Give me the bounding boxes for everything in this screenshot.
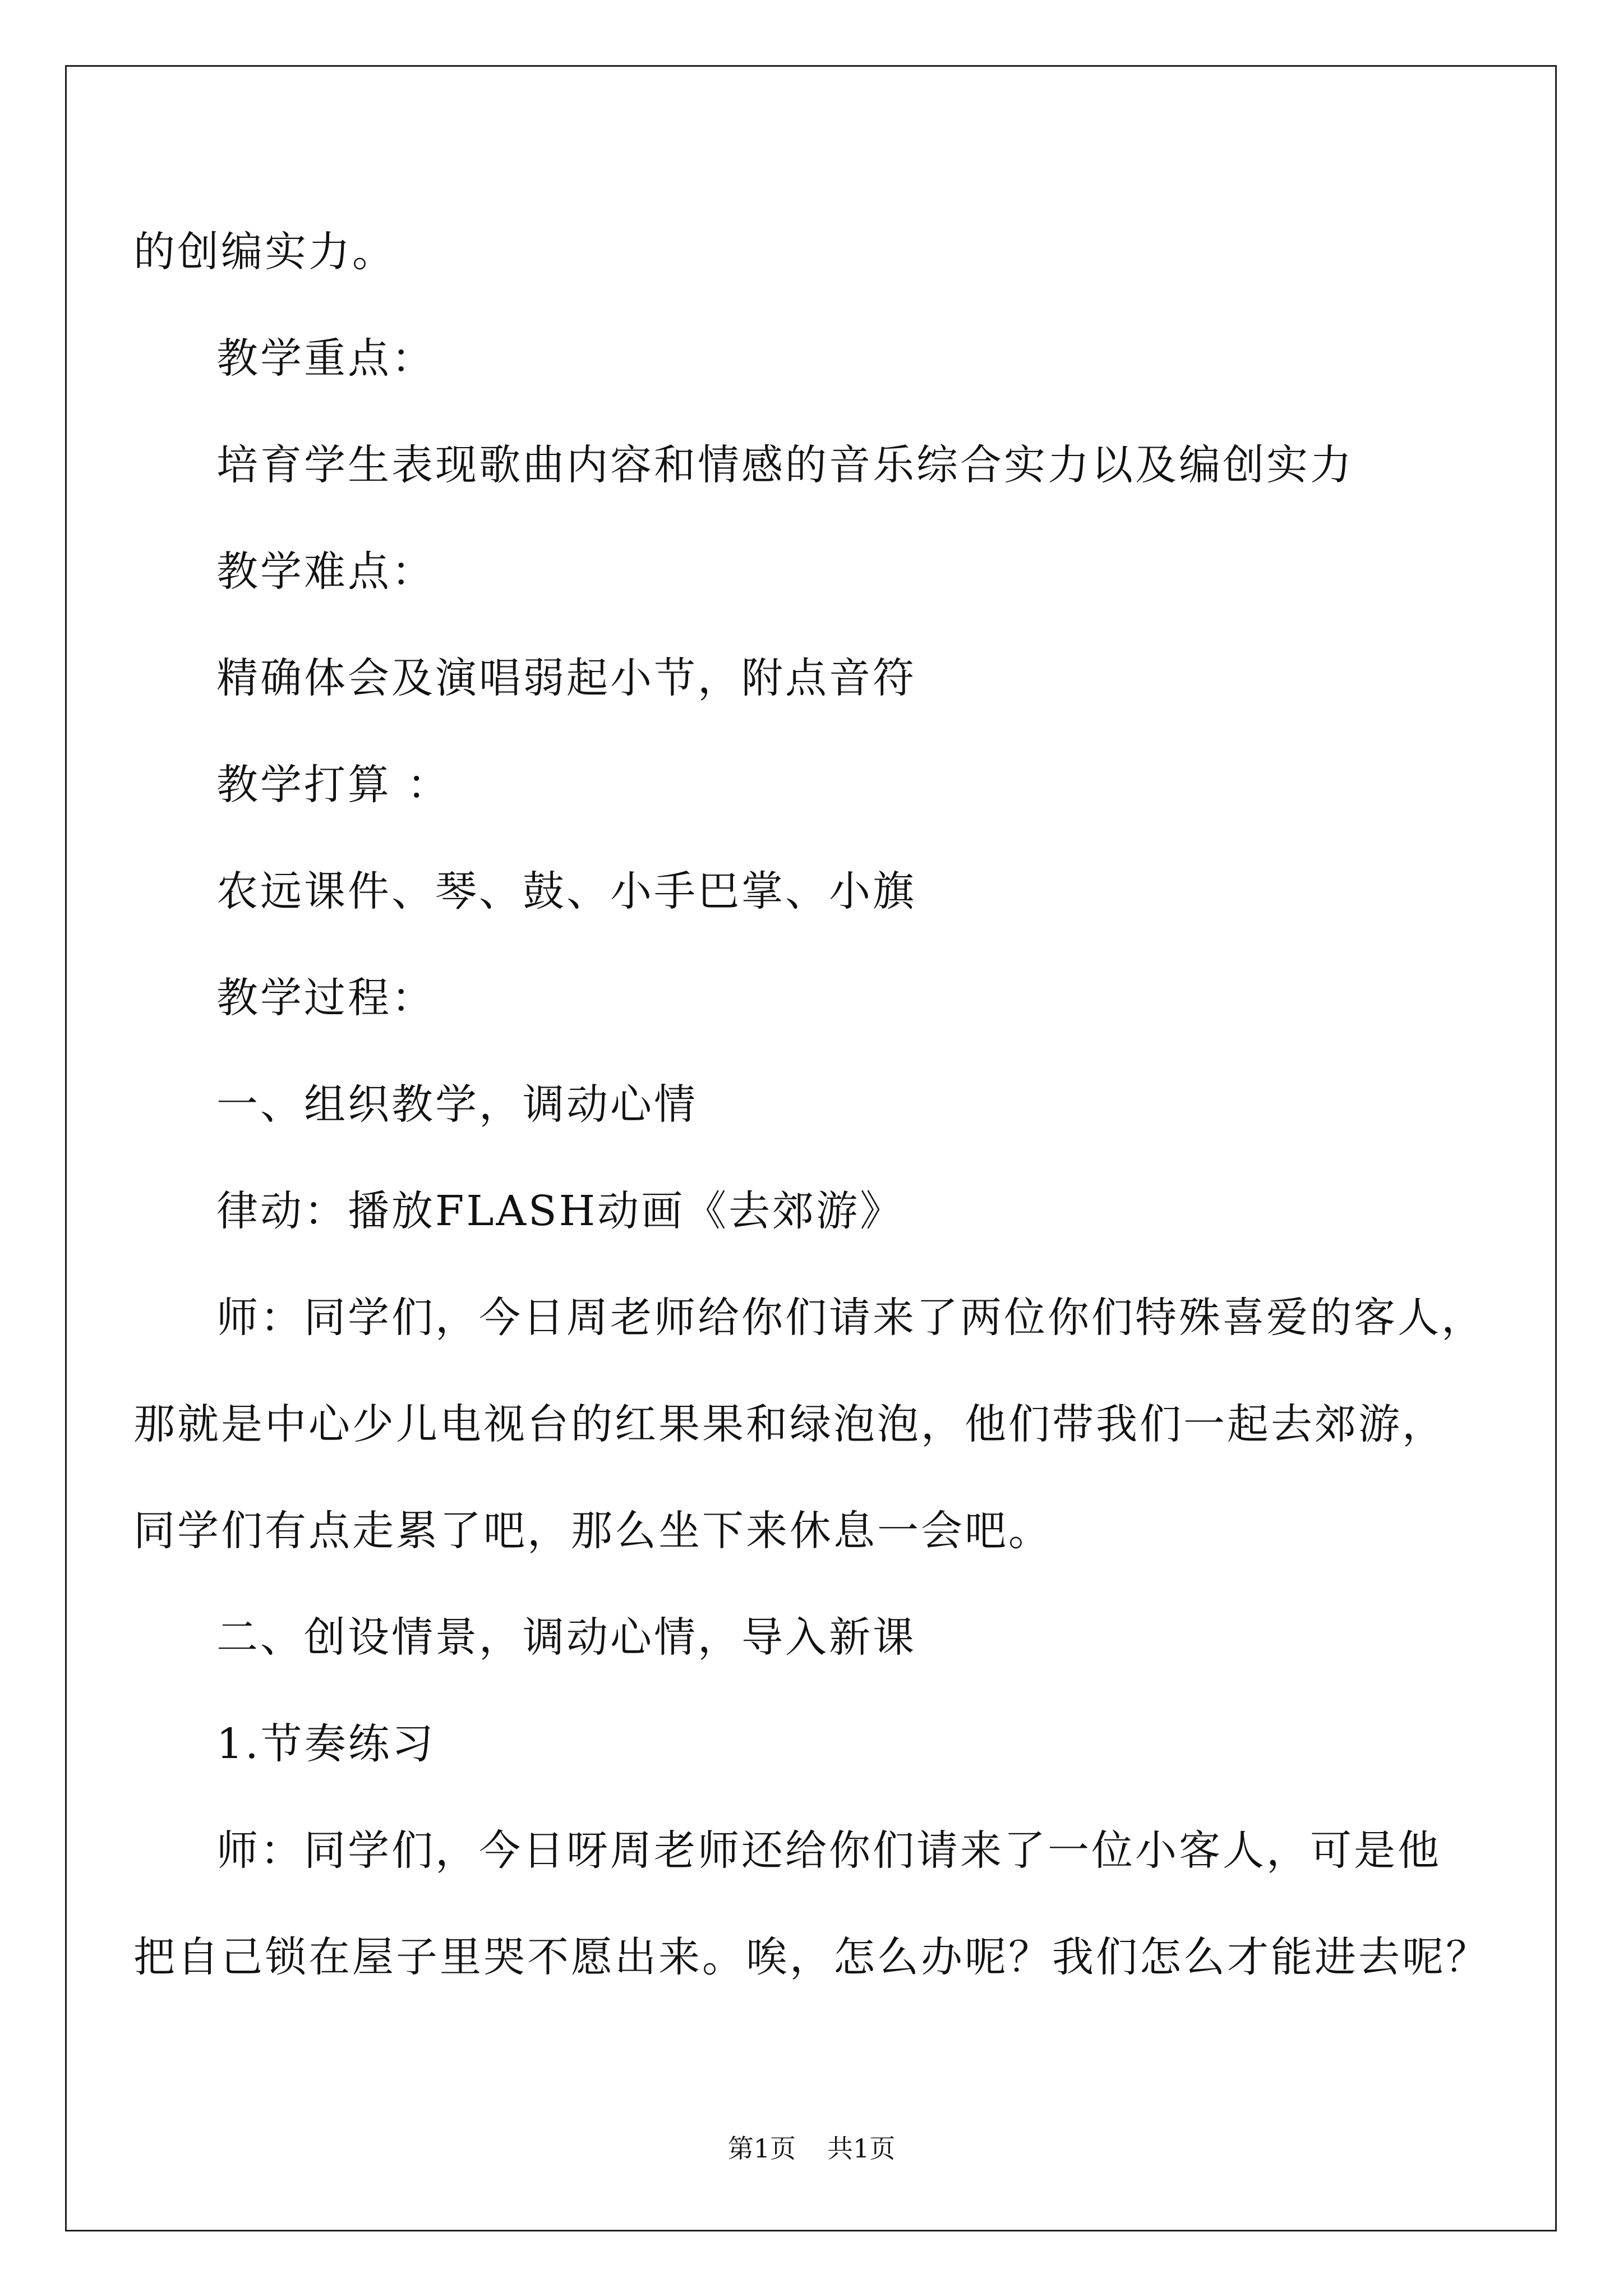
- page-footer: [0, 2132, 1623, 2165]
- subsection-heading-1: 1.节奏练习: [216, 1720, 436, 1768]
- section-heading-2: 二、创设情景，调动心情，导入新课: [216, 1613, 916, 1662]
- heading-teaching-preparation: 教学打算 ：: [216, 761, 451, 809]
- section-heading-1: 一、组织教学，调动心情: [216, 1080, 698, 1129]
- text-line-10: 律动：播放FLASH动画《去郊游》: [216, 1187, 904, 1235]
- heading-teaching-difficulty: 教学难点：: [216, 547, 435, 596]
- text-line-13: 同学们有点走累了吧，那么坐下来休息一会吧。: [133, 1507, 1052, 1555]
- text-line-12: 那就是中心少儿电视台的红果果和绿泡泡，他们带我们一起去郊游，: [133, 1400, 1446, 1448]
- text-line-16: 师：同学们，今日呀周老师还给你们请来了一位小客人，可是他: [216, 1826, 1441, 1875]
- heading-teaching-process: 教学过程：: [216, 974, 435, 1022]
- text-line-5: 精确体会及演唱弱起小节，附点音符: [216, 654, 916, 702]
- text-line-3: 培育学生表现歌曲内容和情感的音乐综合实力以及编创实力: [216, 441, 1354, 489]
- text-line-17: 把自己锁在屋子里哭不愿出来。唉，怎么办呢？我们怎么才能进去呢？: [133, 1933, 1490, 1981]
- heading-teaching-focus: 教学重点：: [216, 334, 435, 383]
- text-line-7: 农远课件、琴、鼓、小手巴掌、小旗: [216, 867, 916, 915]
- page-number-current: 第1页: [727, 2133, 796, 2164]
- text-line-1: 的创编实力。: [133, 228, 396, 276]
- text-line-11: 师：同学们，今日周老师给你们请来了两位你们特殊喜爱的客人，: [216, 1294, 1485, 1342]
- page-border: [65, 65, 1557, 2231]
- page-number-total: 共1页: [827, 2133, 896, 2164]
